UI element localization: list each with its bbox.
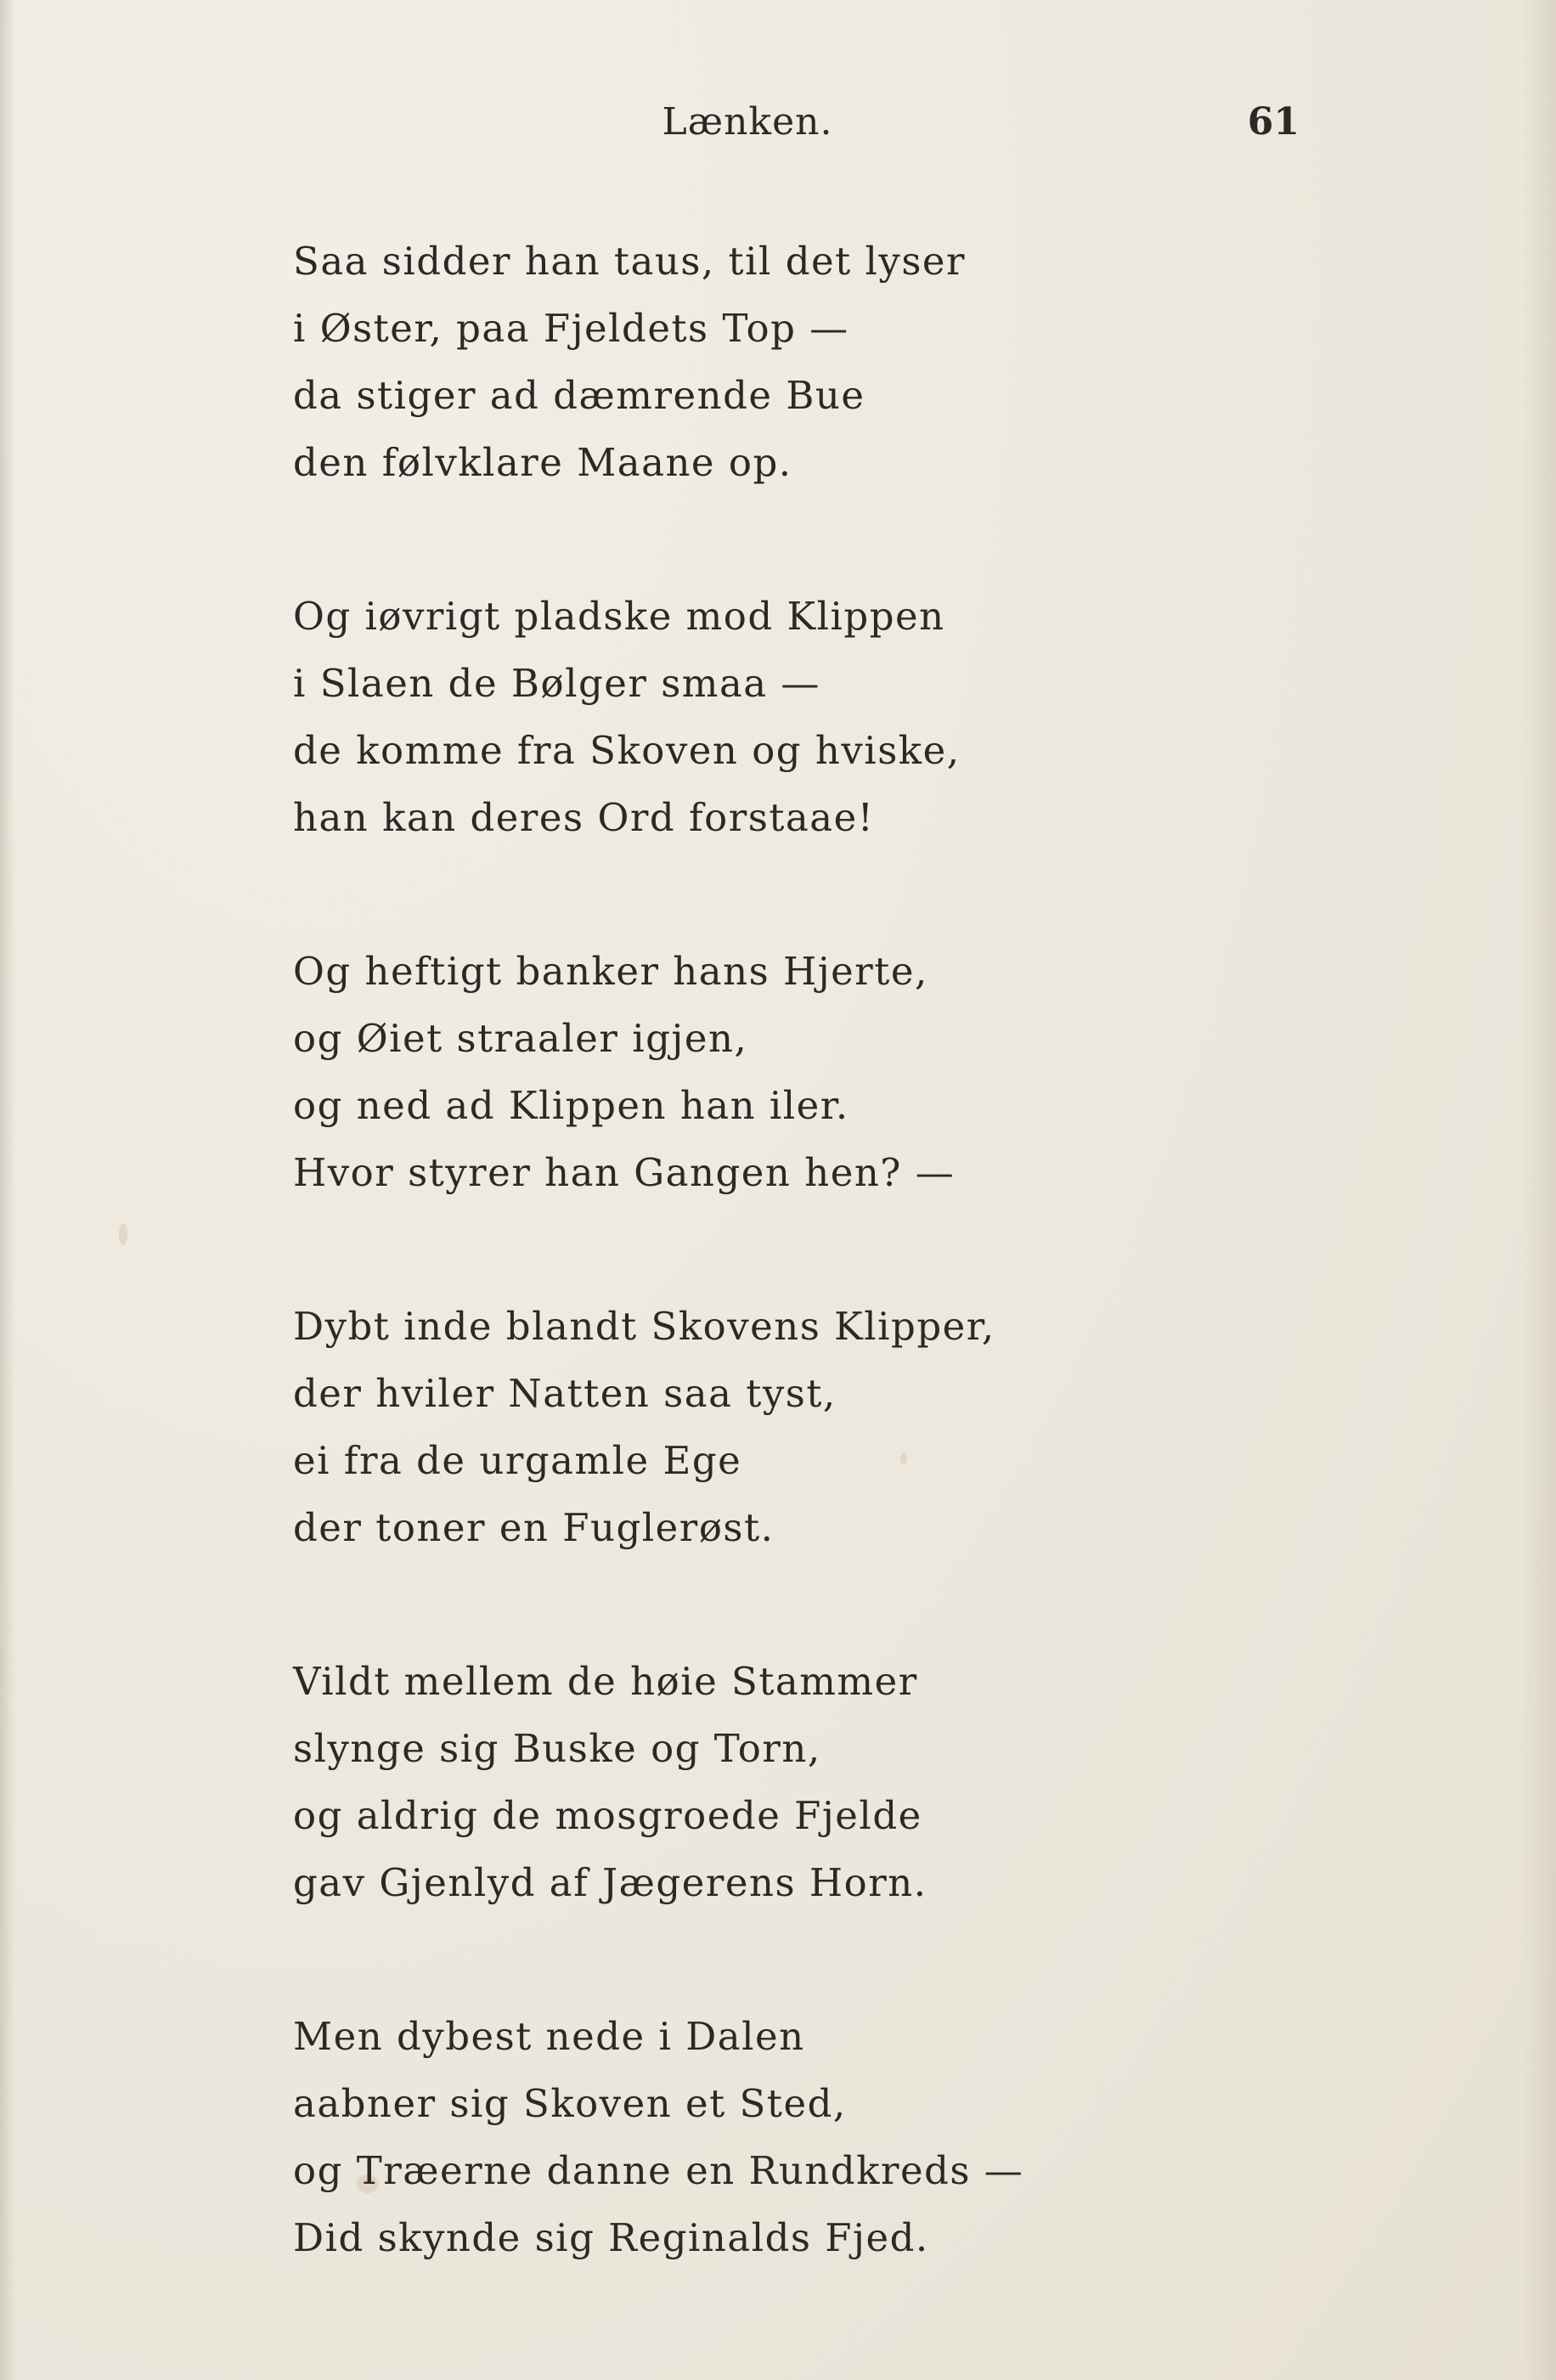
verse-line: Vildt mellem de høie Stammer <box>293 1659 918 1704</box>
verse-line: den følvklare Maane op. <box>293 440 792 485</box>
running-title: Lænken. <box>662 100 833 144</box>
stanza <box>293 938 1312 1206</box>
verse-line: Saa sidder han taus, til det lyser <box>293 239 967 284</box>
verse-line: Dybt inde blandt Skovens Klipper, <box>293 1304 995 1349</box>
verse-line: og Træerne danne en Rundkreds — <box>293 2148 1024 2193</box>
verse-line: og ned ad Klippen han iler. <box>293 1083 849 1128</box>
verse-line: Men dybest nede i Dalen <box>293 2014 805 2059</box>
foxing-spot <box>119 1223 127 1245</box>
verse-line: der toner en Fuglerøst. <box>293 1505 775 1550</box>
stanza <box>293 583 1312 851</box>
verse-line: da stiger ad dæmrende Bue <box>293 373 865 418</box>
verse-line: gav Gjenlyd af Jægerens Horn. <box>293 1860 927 1905</box>
verse-line: han kan deres Ord forstaae! <box>293 795 875 840</box>
verse-line: Hvor styrer han Gangen hen? — <box>293 1150 956 1195</box>
verse-line: og aldrig de mosgroede Fjelde <box>293 1793 922 1838</box>
verse-line: der hviler Natten saa tyst, <box>293 1371 837 1416</box>
verse-line: aabner sig Skoven et Sted, <box>293 2081 847 2126</box>
verse-line: Did skynde sig Reginalds Fjed. <box>293 2215 929 2260</box>
verse-line: Og iøvrigt pladske mod Klippen <box>293 594 945 639</box>
stanza <box>293 1648 1312 1916</box>
verse-line: slynge sig Buske og Torn, <box>293 1726 821 1771</box>
page-number: 61 <box>1247 100 1299 144</box>
stanza <box>293 2003 1312 2271</box>
verse-line: i Slaen de Bølger smaa — <box>293 661 820 706</box>
verse-line: i Øster, paa Fjeldets Top — <box>293 306 849 351</box>
page-header <box>0 100 1556 151</box>
verse-line: og Øiet straaler igjen, <box>293 1016 748 1061</box>
poem-body <box>293 228 1312 2358</box>
verse-line: ei fra de urgamle Ege <box>293 1438 742 1483</box>
verse-line: Og heftigt banker hans Hjerte, <box>293 949 928 994</box>
stanza <box>293 228 1312 496</box>
stanza <box>293 1293 1312 1561</box>
page-edge-shadow <box>1522 0 1556 2380</box>
verse-line: de komme fra Skoven og hviske, <box>293 728 961 773</box>
page-gutter-shadow <box>0 0 15 2380</box>
